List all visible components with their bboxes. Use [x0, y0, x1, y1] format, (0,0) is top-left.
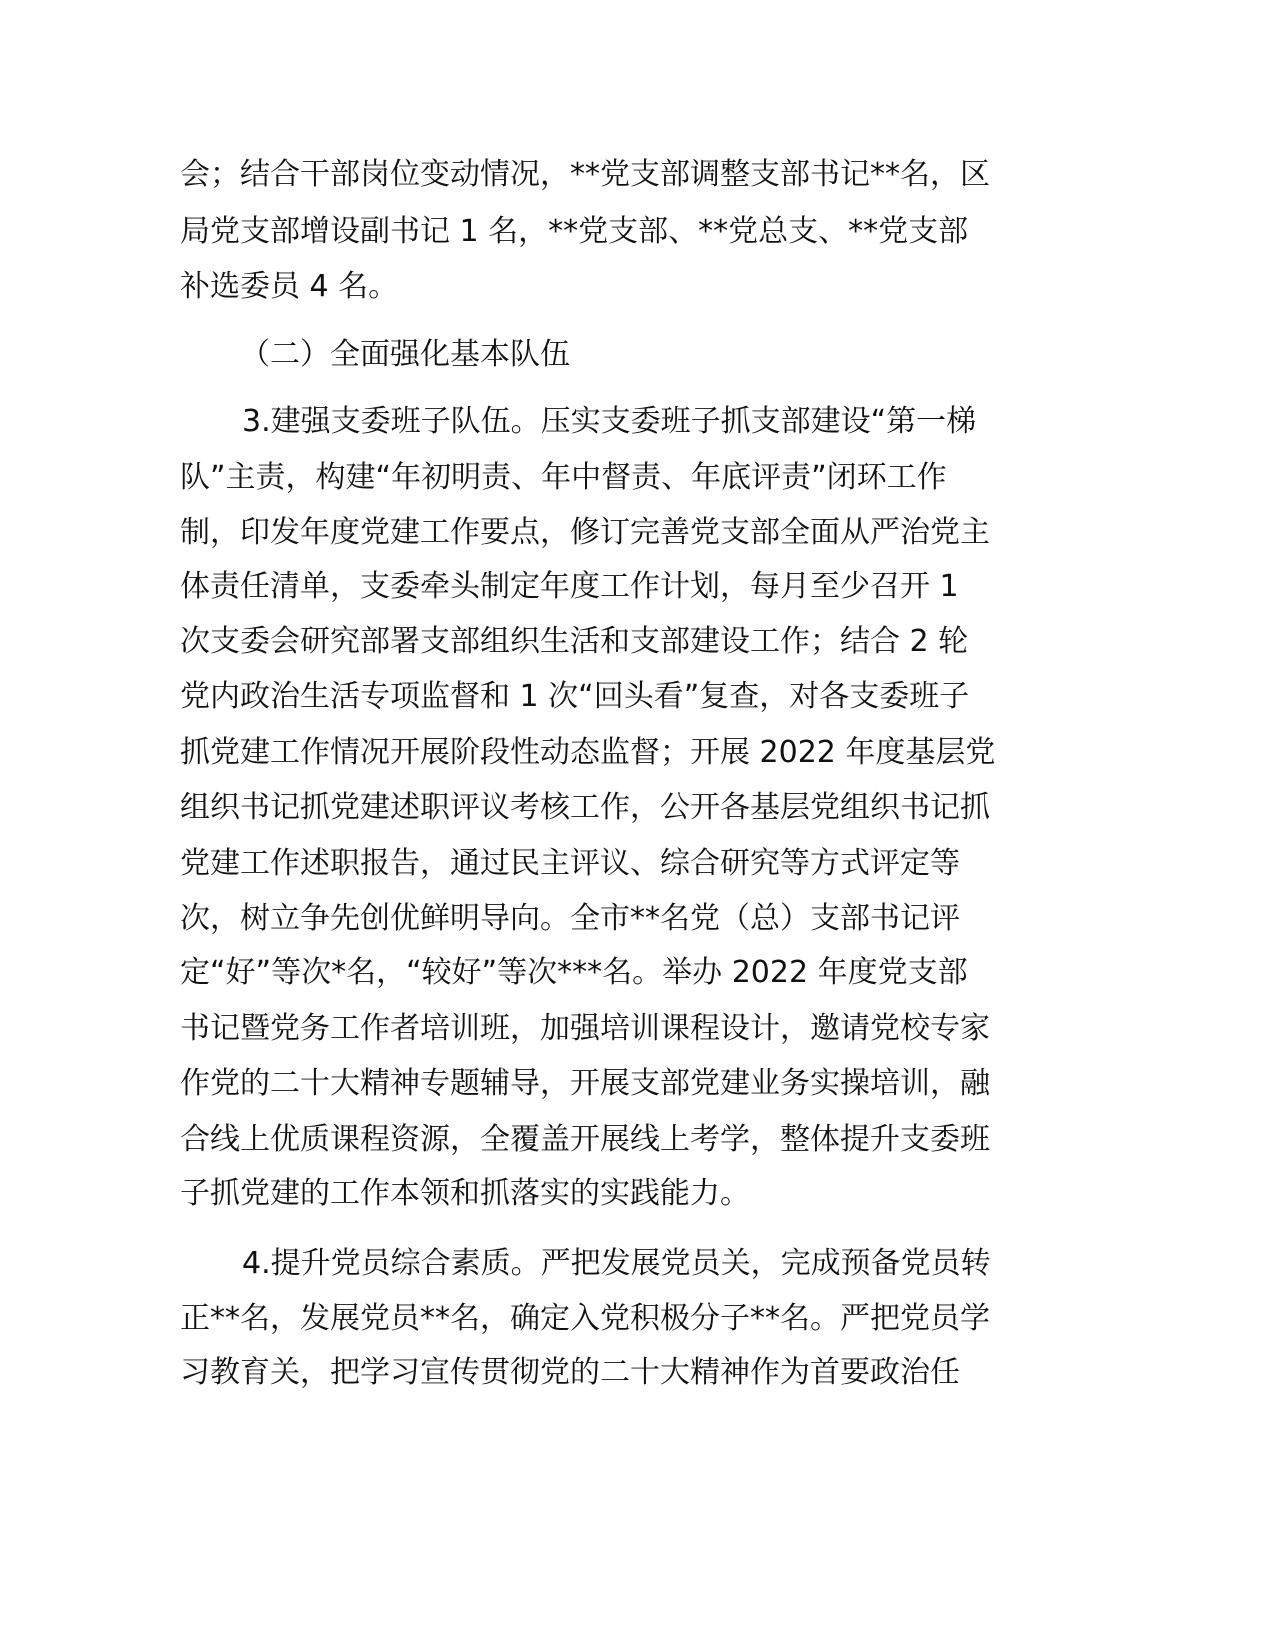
text-line: 子抓党建的工作本领和抓落实的实践能力。: [180, 1176, 750, 1211]
text-line: 3.建强支委班子队伍。压实支委班子抓支部建设“第一梯: [242, 404, 977, 439]
text-line: 局党支部增设副书记 1 名，**党支部、**党总支、**党支部: [180, 214, 969, 249]
text-line: 习教育关，把学习宣传贯彻党的二十大精神作为首要政治任: [180, 1355, 960, 1390]
text-line: 定“好”等次*名，“较好”等次***名。举办 2022 年度党支部: [180, 955, 968, 990]
text-line: 次，树立争先创优鲜明导向。全市**名党（总）支部书记评: [180, 901, 960, 936]
text-line: 合线上优质课程资源，全覆盖开展线上考学，整体提升支委班: [180, 1122, 990, 1157]
text-line: 制，印发年度党建工作要点，修订完善党支部全面从严治党主: [180, 515, 990, 550]
text-line: 补选委员 4 名。: [180, 269, 399, 304]
text-line: 抓党建工作情况开展阶段性动态监督；开展 2022 年度基层党: [180, 735, 996, 770]
text-line: 组织书记抓党建述职评议考核工作，公开各基层党组织书记抓: [180, 790, 990, 825]
text-line: 体责任清单，支委牵头制定年度工作计划，每月至少召开 1: [180, 569, 959, 604]
text-line: 党内政治生活专项监督和 1 次“回头看”复查，对各支委班子: [180, 679, 970, 714]
text-line: 队”主责，构建“年初明责、年中督责、年底评责”闭环工作: [180, 460, 947, 495]
text-line: 会；结合干部岗位变动情况，**党支部调整支部书记**名，区: [180, 157, 990, 192]
text-line: 4.提升党员综合素质。严把发展党员关，完成预备党员转: [242, 1246, 991, 1281]
text-line: 党建工作述职报告，通过民主评议、综合研究等方式评定等: [180, 846, 960, 881]
text-line: 正**名，发展党员**名，确定入党积极分子**名。严把党员学: [180, 1301, 990, 1336]
text-line: 次支委会研究部署支部组织生活和支部建设工作；结合 2 轮: [180, 624, 969, 659]
text-line: 作党的二十大精神专题辅导，开展支部党建业务实操培训，融: [180, 1066, 990, 1101]
text-line: 书记暨党务工作者培训班，加强培训课程设计，邀请党校专家: [180, 1011, 990, 1046]
section-heading: （二）全面强化基本队伍: [240, 337, 570, 372]
